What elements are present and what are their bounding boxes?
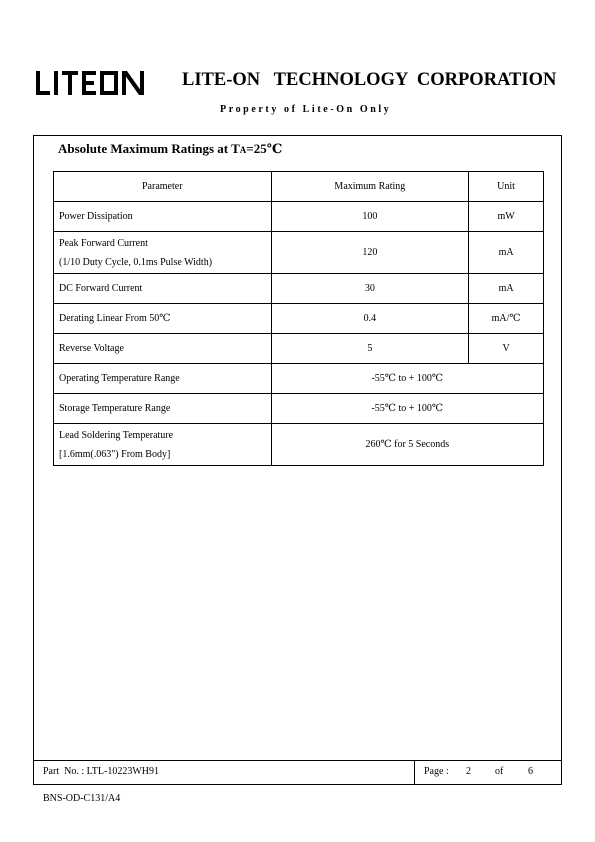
param-line1: Lead Soldering Temperature — [59, 429, 174, 441]
document-reference: BNS-OD-C131/A4 — [43, 793, 121, 804]
cell-unit: mA — [469, 232, 544, 274]
ratings-table — [53, 171, 544, 466]
cell-unit: V — [469, 334, 544, 364]
cell-rating: 260℃ for 5 Seconds — [271, 424, 543, 466]
page-label: Page : — [424, 766, 449, 777]
cell-rating: 100 — [271, 202, 469, 232]
cell-rating: 0.4 — [271, 304, 469, 334]
cell-parameter: Derating Linear From 50℃ — [54, 304, 272, 334]
title-suffix: =25℃ — [246, 141, 283, 156]
cell-parameter: Power Dissipation — [54, 202, 272, 232]
param-line1: Peak Forward Current — [59, 237, 148, 249]
part-number: Part No. : LTL-10223WH91 — [43, 766, 160, 777]
cell-parameter — [54, 424, 272, 466]
param-line2: [1.6mm(.063") From Body] — [59, 448, 171, 460]
cell-unit: mA — [469, 274, 544, 304]
property-notice: Property of Lite-On Only — [220, 104, 392, 115]
cell-rating: -55℃ to + 100℃ — [271, 394, 543, 424]
table-row — [54, 334, 544, 364]
cell-parameter: Reverse Voltage — [54, 334, 272, 364]
table-row — [54, 304, 544, 334]
page-indicator — [424, 766, 533, 777]
header-rating: Maximum Rating — [271, 172, 469, 202]
cell-rating: 5 — [271, 334, 469, 364]
cell-rating: -55℃ to + 100℃ — [271, 364, 543, 394]
cell-unit: mA/℃ — [469, 304, 544, 334]
cell-unit: mW — [469, 202, 544, 232]
table-row — [54, 394, 544, 424]
cell-parameter: Storage Temperature Range — [54, 394, 272, 424]
param-line2: (1/10 Duty Cycle, 0.1ms Pulse Width) — [59, 256, 213, 268]
cell-parameter — [54, 232, 272, 274]
cell-parameter: DC Forward Current — [54, 274, 272, 304]
table-row — [54, 232, 544, 274]
section-title — [58, 141, 282, 157]
company-name: LITE-ON TECHNOLOGY CORPORATION — [182, 70, 557, 90]
page-of: of — [495, 766, 504, 777]
page-total: 6 — [528, 766, 533, 777]
title-subscript: A — [239, 145, 247, 155]
cell-rating: 30 — [271, 274, 469, 304]
title-prefix: Absolute Maximum Ratings at T — [58, 141, 240, 156]
table-row — [54, 424, 544, 466]
table-row — [54, 274, 544, 304]
footer-divider — [414, 760, 415, 785]
cell-rating: 120 — [271, 232, 469, 274]
table-row — [54, 202, 544, 232]
cell-parameter: Operating Temperature Range — [54, 364, 272, 394]
table-header-row — [54, 172, 544, 202]
page-current: 2 — [466, 766, 471, 777]
table-row — [54, 364, 544, 394]
header-parameter: Parameter — [54, 172, 272, 202]
header-unit: Unit — [469, 172, 544, 202]
liteon-logo — [36, 70, 148, 96]
